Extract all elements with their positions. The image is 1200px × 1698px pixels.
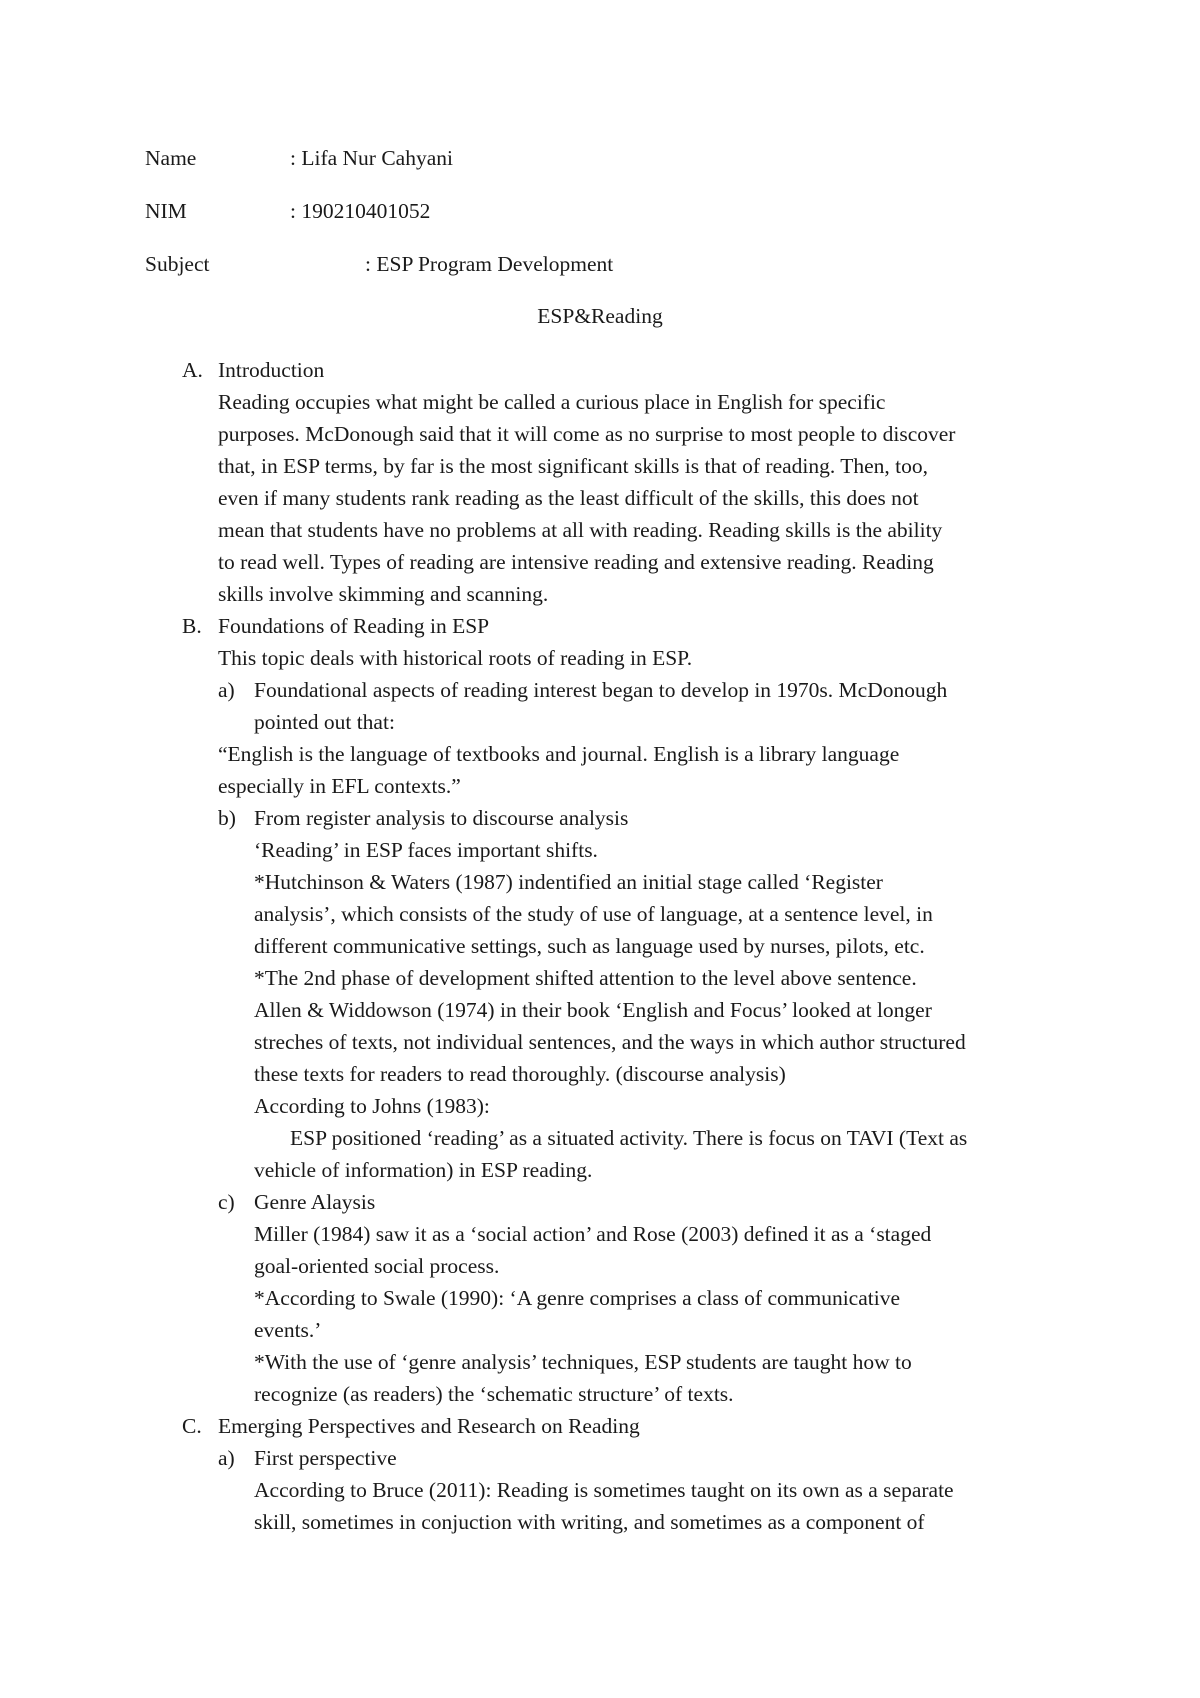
section-b-c-line: *With the use of ‘genre analysis’ techniques, ESP students are taught how to bbox=[254, 1350, 912, 1374]
section-b-b-marker: b) bbox=[218, 806, 236, 830]
section-b-c-line: Miller (1984) saw it as a ‘social action’ and Rose (2003) defined it as a ‘staged bbox=[254, 1222, 932, 1246]
section-b-b-line: Allen & Widdowson (1974) in their book ‘English and Focus’ looked at longer bbox=[254, 998, 932, 1022]
section-b-b-line: streches of texts, not individual sentences, and the ways in which author structured bbox=[254, 1030, 966, 1054]
section-b-marker: B. bbox=[182, 614, 202, 638]
section-c-marker: C. bbox=[182, 1414, 202, 1438]
section-b-c-heading: Genre Alaysis bbox=[254, 1190, 376, 1214]
section-b-b-line: vehicle of information) in ESP reading. bbox=[254, 1158, 593, 1182]
section-b-b-line: these texts for readers to read thoroughly. (discourse analysis) bbox=[254, 1062, 786, 1086]
section-c-a-heading: First perspective bbox=[254, 1446, 397, 1470]
section-c-heading: Emerging Perspectives and Research on Reading bbox=[218, 1414, 640, 1438]
section-b-b-indent-line: ESP positioned ‘reading’ as a situated activity. There is focus on TAVI (Text as bbox=[290, 1126, 968, 1150]
name-value: : Lifa Nur Cahyani bbox=[290, 146, 453, 170]
page-title: ESP&Reading bbox=[537, 304, 663, 328]
section-b-c-line: *According to Swale (1990): ‘A genre comprises a class of communicative bbox=[254, 1286, 901, 1310]
section-a-paragraph-line: to read well. Types of reading are intensive reading and extensive reading. Reading bbox=[218, 550, 934, 574]
section-b-b-line: According to Johns (1983): bbox=[254, 1094, 490, 1118]
section-a-paragraph-line: Reading occupies what might be called a curious place in English for specific bbox=[218, 390, 886, 414]
section-b-c-line: recognize (as readers) the ‘schematic structure’ of texts. bbox=[254, 1382, 734, 1406]
section-b-b-line: different communicative settings, such as language used by nurses, pilots, etc. bbox=[254, 934, 925, 958]
section-b-quote-line: especially in EFL contexts.” bbox=[218, 774, 461, 798]
section-c-a-line: skill, sometimes in conjuction with writing, and sometimes as a component of bbox=[254, 1510, 925, 1534]
nim-label: NIM bbox=[145, 199, 187, 223]
section-b-a-line: Foundational aspects of reading interest began to develop in 1970s. McDonough bbox=[254, 678, 948, 702]
section-a-heading: Introduction bbox=[218, 358, 325, 382]
section-b-a-marker: a) bbox=[218, 678, 235, 702]
section-a-marker: A. bbox=[182, 358, 203, 382]
section-b-a-line: pointed out that: bbox=[254, 710, 395, 734]
subject-label: Subject bbox=[145, 252, 210, 276]
section-b-b-line: *The 2nd phase of development shifted attention to the level above sentence. bbox=[254, 966, 917, 990]
subject-value: : ESP Program Development bbox=[365, 252, 614, 276]
section-b-b-line: ‘Reading’ in ESP faces important shifts. bbox=[254, 838, 598, 862]
nim-value: : 190210401052 bbox=[290, 199, 431, 223]
section-b-c-marker: c) bbox=[218, 1190, 235, 1214]
section-b-c-line: goal-oriented social process. bbox=[254, 1254, 500, 1278]
section-b-b-heading: From register analysis to discourse analysis bbox=[254, 806, 629, 830]
section-b-c-line: events.’ bbox=[254, 1318, 322, 1342]
section-b-b-line: analysis’, which consists of the study of use of language, at a sentence level, in bbox=[254, 902, 933, 926]
name-label: Name bbox=[145, 146, 197, 170]
section-b-heading: Foundations of Reading in ESP bbox=[218, 614, 490, 638]
section-a-paragraph-line: that, in ESP terms, by far is the most significant skills is that of reading. Then, too, bbox=[218, 454, 929, 478]
section-c-a-marker: a) bbox=[218, 1446, 235, 1470]
section-b-intro: This topic deals with historical roots of reading in ESP. bbox=[218, 646, 693, 670]
section-a-paragraph-line: purposes. McDonough said that it will come as no surprise to most people to discover bbox=[218, 422, 956, 446]
section-a-paragraph-line: skills involve skimming and scanning. bbox=[218, 582, 549, 606]
section-a-paragraph-line: even if many students rank reading as the least difficult of the skills, this does not bbox=[218, 486, 919, 510]
section-b-b-line: *Hutchinson & Waters (1987) indentified an initial stage called ‘Register bbox=[254, 870, 883, 894]
section-a-paragraph-line: mean that students have no problems at all with reading. Reading skills is the ability bbox=[218, 518, 943, 542]
section-c-a-line: According to Bruce (2011): Reading is sometimes taught on its own as a separate bbox=[254, 1478, 954, 1502]
section-b-quote-line: “English is the language of textbooks and journal. English is a library language bbox=[218, 742, 900, 766]
